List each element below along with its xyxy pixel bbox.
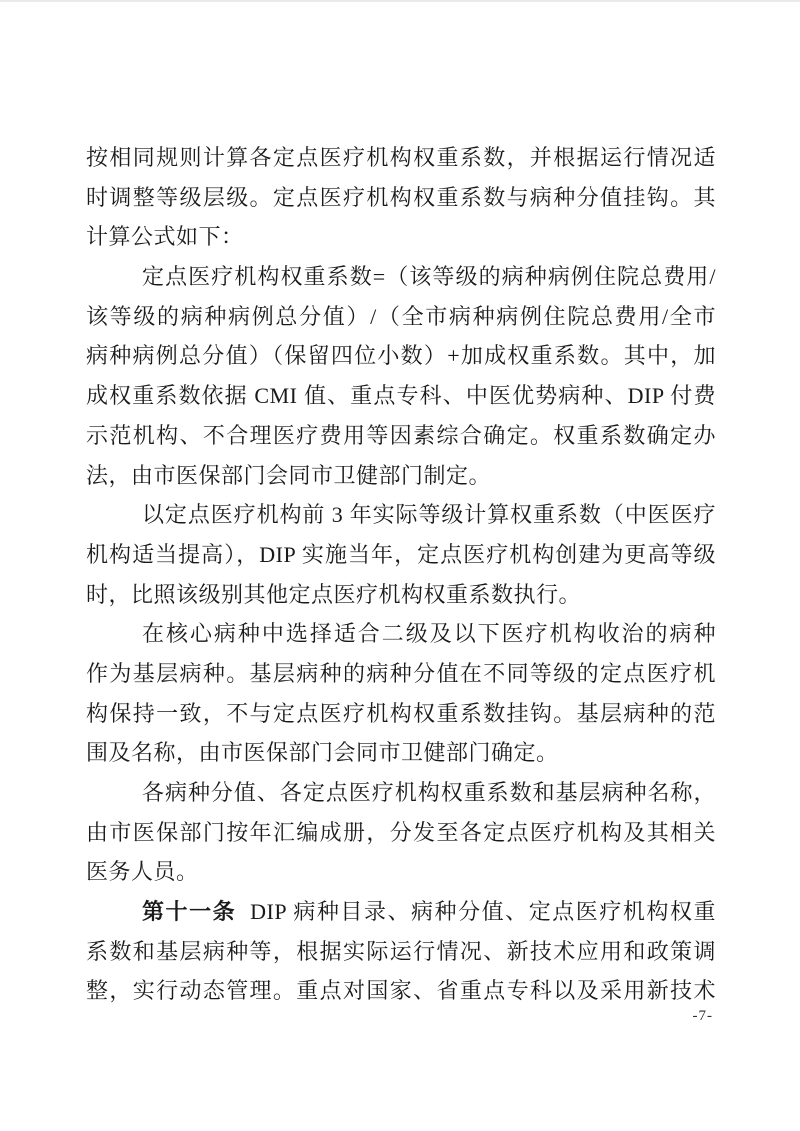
text-line: 由市医保部门按年汇编成册，分发至各定点医疗机构及其相关 (86, 819, 716, 845)
text-line: 机构适当提高），DIP 实施当年，定点医疗机构创建为更高等级 (86, 541, 716, 567)
text-line: 病种病例总分值）（保留四位小数）+加成权重系数。其中，加 (86, 343, 716, 369)
text-line-article-11 (86, 892, 716, 932)
text-line: 在核心病种中选择适合二级及以下医疗机构收治的病种 (142, 621, 716, 647)
text-line: 计算公式如下： (86, 224, 244, 250)
page-top-edge (0, 0, 800, 2)
text-line: 法，由市医保部门会同市卫健部门制定。 (86, 462, 492, 488)
text-line: 示范机构、不合理医疗费用等因素综合确定。权重系数确定办 (86, 422, 716, 448)
text-line: 成权重系数依据 CMI 值、重点专科、中医优势病种、DIP 付费 (86, 383, 716, 409)
text-line: 系数和基层病种等，根据实际运行情况、新技术应用和政策调 (86, 938, 716, 964)
text-line: 该等级的病种病例总分值）/（全市病种病例住院总费用/全市 (86, 303, 716, 329)
text-line: 整，实行动态管理。重点对国家、省重点专科以及采用新技术 (86, 978, 716, 1004)
text-line: 定点医疗机构权重系数=（该等级的病种病例住院总费用/ (142, 264, 716, 290)
text-line: 按相同规则计算各定点医疗机构权重系数，并根据运行情况适 (86, 145, 716, 170)
text-line: 时调整等级层级。定点医疗机构权重系数与病种分值挂钩。其 (86, 184, 716, 210)
text-line: 医务人员。 (86, 859, 199, 885)
text-line: 作为基层病种。基层病种的病种分值在不同等级的定点医疗机 (86, 660, 716, 686)
text-line: 围及名称，由市医保部门会同市卫健部门确定。 (86, 740, 559, 766)
text-line: 时，比照该级别其他定点医疗机构权重系数执行。 (86, 581, 582, 607)
document-body (86, 138, 716, 1011)
text-line: 构保持一致，不与定点医疗机构权重系数挂钩。基层病种的范 (86, 700, 716, 726)
article-11-heading: 第十一条 (142, 899, 237, 925)
text-line: 以定点医疗机构前 3 年实际等级计算权重系数（中医医疗 (142, 502, 716, 528)
article-11-text: DIP 病种目录、病种分值、定点医疗机构权重 (250, 899, 716, 925)
text-line: 各病种分值、各定点医疗机构权重系数和基层病种名称， (142, 780, 716, 805)
page-number: -7- (692, 1008, 713, 1024)
